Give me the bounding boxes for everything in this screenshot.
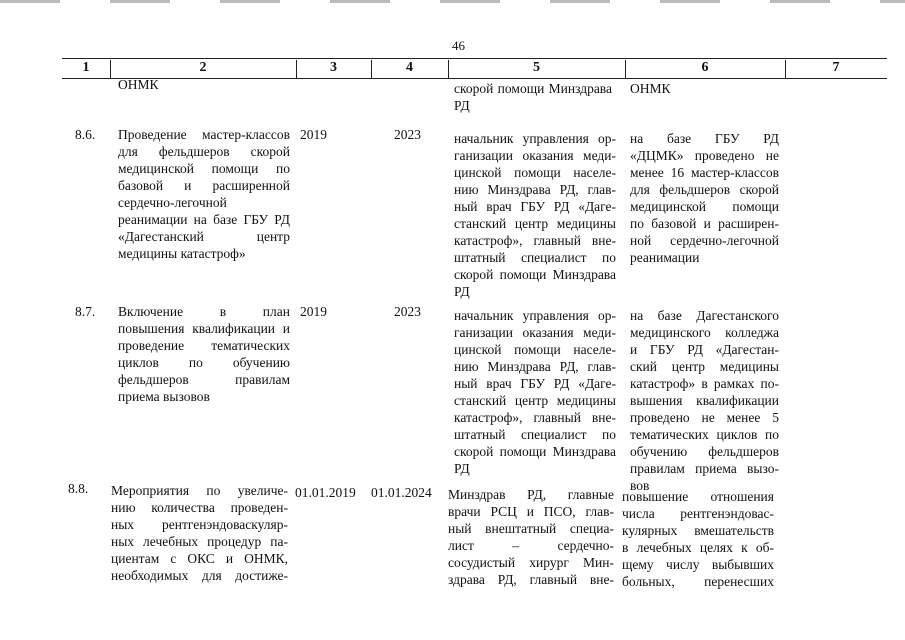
carry-col5: скорой помощи Минздрава РД <box>454 81 612 113</box>
row-number: 8.8. <box>68 481 89 496</box>
column-header-7: 7 <box>832 60 840 75</box>
row-8-6-end: 2023 <box>394 127 421 142</box>
row-8-7-activity: Включение в план повышения квалификации и проведение тематических циклов по обучению фельдшеров правилам приема вызовов <box>118 304 290 404</box>
page-number: 46 <box>452 38 465 53</box>
row-8-8-responsible: Минздрав РД, главные врачи РСЦ и ПСО, глав- ный внештатный специа- лист – сердечно- сосудистый хирург Мин- здрава РД, главный вне- <box>448 487 614 587</box>
carry-col2: ОНМК <box>118 77 159 92</box>
carry-col6: ОНМК <box>630 81 671 96</box>
row-number: 8.7. <box>75 304 96 319</box>
row-8-6-activity: Проведение мастер-классов для фельдшеров скорой медицинской помощи по базовой и расширенной сердечно-легочной реанимации на базе ГБУ РД «Дагестанский центр медицины катастроф» <box>118 127 290 261</box>
column-header-2: 2 <box>199 60 207 75</box>
row-8-7-result: на базе Дагестанского медицинского колледжа и ГБУ РД «Дагестан- ский центр медицины катастроф» в рамках по- вышения квалификации проведено не менее 5 тематических циклов по обучению фельдшеров правилам приема вызо- вов <box>630 308 779 493</box>
scan-top-edge <box>0 0 905 3</box>
row-8-6-responsible: начальник управления ор- ганизации оказания меди- цинской помощи населе- нию Минздрава РД, глав- ный врач ГБУ РД «Даге- станский центр медицины катастроф», главный вне- штатный специалист по скорой помощи Минздрава РД <box>454 131 616 299</box>
row-8-7-start: 2019 <box>300 304 327 319</box>
row-8-8-start: 01.01.2019 <box>295 485 356 500</box>
row-8-6-result: на базе ГБУ РД «ДЦМК» проведено не менее 16 мастер-классов для фельдшеров скорой медицинской помощи по базовой и расширен- ной сердечно-легочной реанимации <box>630 131 779 265</box>
column-header-5: 5 <box>533 60 540 75</box>
row-8-7-end: 2023 <box>394 304 421 319</box>
row-8-6-start: 2019 <box>300 127 327 142</box>
row-8-8-activity: Мероприятия по увеличе- нию количества проведен- ных рентгенэндоваскуляр- ных лечебных процедур па- циентам с ОКС и ОНМК, необходимых для достиже- <box>111 483 288 583</box>
row-8-8-end: 01.01.2024 <box>371 485 432 500</box>
header-bottom-rule <box>62 78 887 79</box>
column-header-3: 3 <box>330 60 337 75</box>
row-number: 8.6. <box>75 127 96 142</box>
row-8-7-responsible: начальник управления ор- ганизации оказания меди- цинской помощи населе- нию Минздрава РД, глав- ный врач ГБУ РД «Даге- станский центр медицины катастроф», главный вне- штатный специалист по скорой помощи Минздрава РД <box>454 308 616 476</box>
column-header-4: 4 <box>406 60 413 75</box>
row-8-8-result: повышение отношения числа рентгенэндовас- кулярных вмешательств в лечебных целях к об- щему числу выбывших больных, перенесших <box>622 489 774 589</box>
header-top-rule <box>62 58 887 59</box>
column-header-1: 1 <box>82 60 90 75</box>
column-header-6: 6 <box>701 60 709 75</box>
